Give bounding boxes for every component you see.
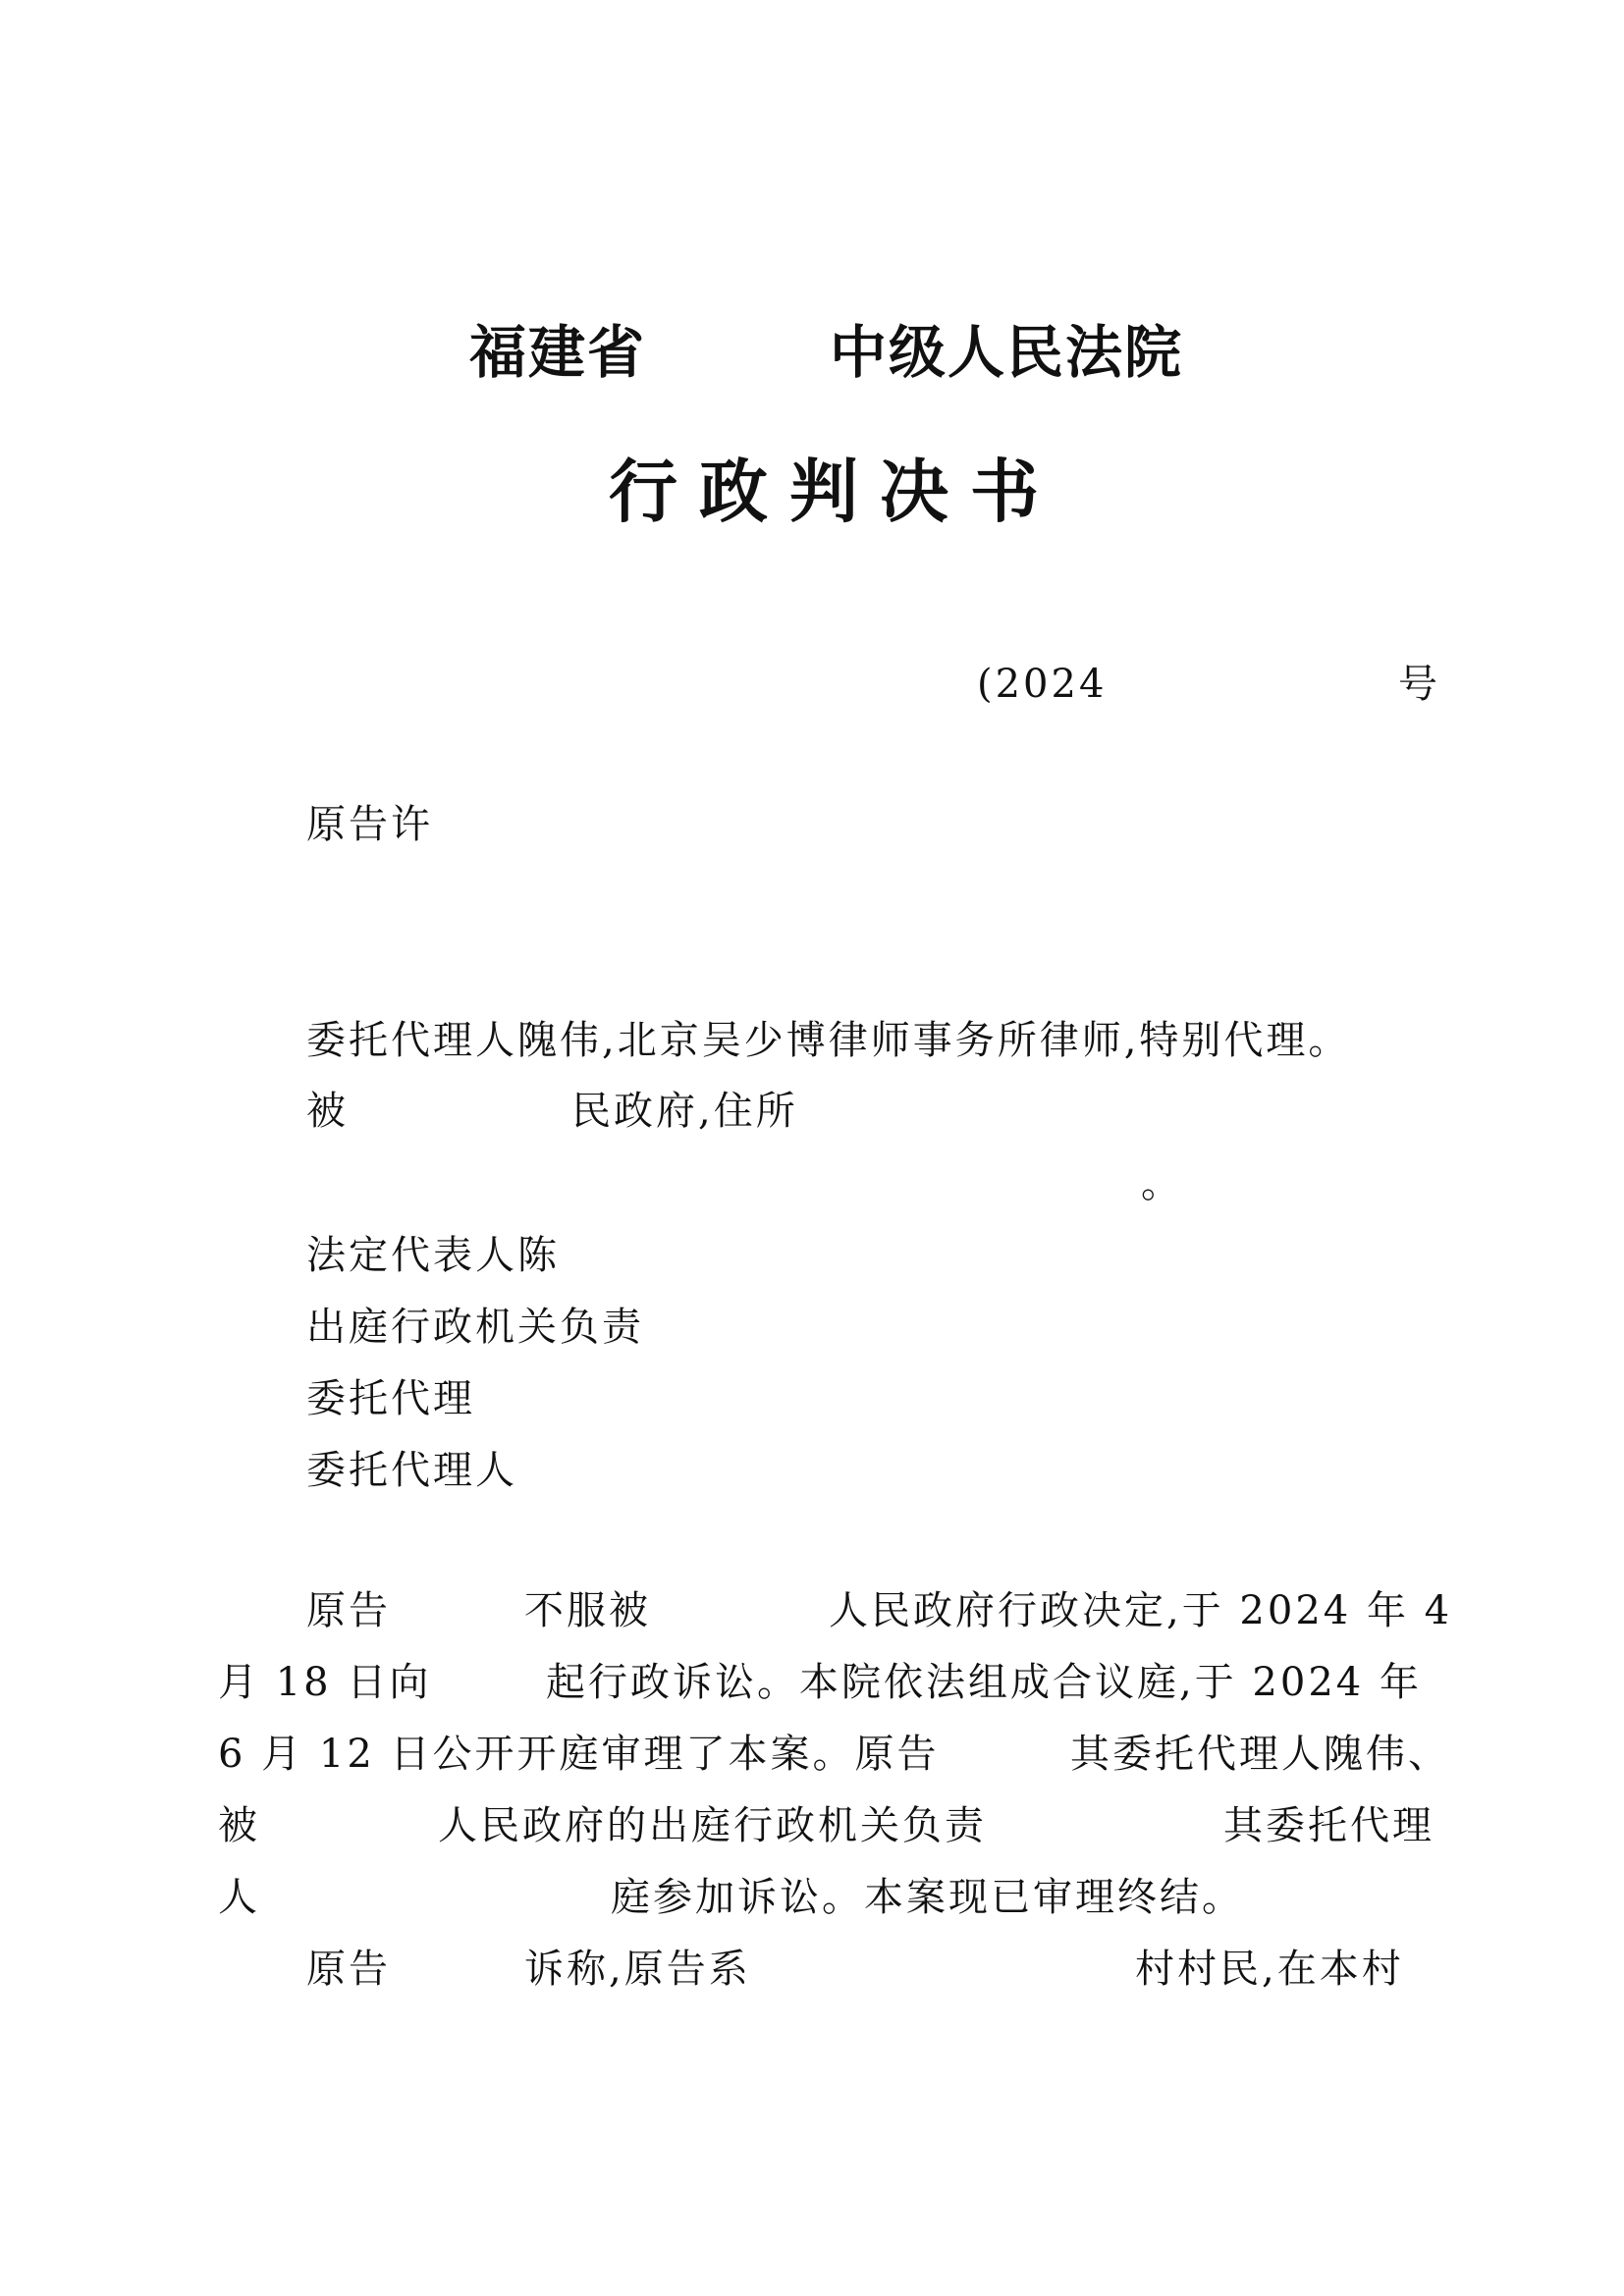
case-number-suffix: 号 bbox=[1398, 662, 1440, 707]
para2-line1-c: 村村民,在本村 bbox=[1135, 1947, 1404, 1992]
plaintiff-line: 原告许 bbox=[306, 802, 433, 847]
para1-line3-b: 其委托代理人隗伟、 bbox=[1070, 1732, 1450, 1777]
court-name-prefix: 福建省 bbox=[469, 319, 647, 386]
court-name: 中级人民法院 bbox=[830, 319, 1184, 386]
para1-line1-b: 不服被 bbox=[524, 1588, 651, 1633]
defendant-agent-line-1: 委托代理 bbox=[306, 1376, 475, 1421]
para1-line4-a: 被 bbox=[218, 1803, 260, 1848]
document-title: 行政判决书 bbox=[609, 451, 1060, 532]
para1-line4-c: 其委托代理 bbox=[1223, 1803, 1435, 1848]
address-end: 。 bbox=[1141, 1161, 1183, 1206]
defendant-line: 民政府,住所 bbox=[571, 1089, 798, 1134]
para1-line4-b: 人民政府的出庭行政机关负责 bbox=[438, 1803, 987, 1848]
para1-line2-a: 月 18 日向 bbox=[218, 1660, 432, 1705]
defendant-agent-line-2: 委托代理人 bbox=[306, 1448, 517, 1493]
legal-representative-line: 法定代表人陈 bbox=[306, 1233, 560, 1278]
appearing-official-line: 出庭行政机关负责 bbox=[306, 1305, 644, 1350]
para2-line1-b: 诉称,原告系 bbox=[524, 1947, 751, 1992]
para1-line1-c: 人民政府行政决定,于 2024 年 4 bbox=[829, 1588, 1453, 1633]
case-number-year: (2024 bbox=[977, 662, 1108, 707]
para1-line5-b: 庭参加诉讼。本案现已审理终结。 bbox=[611, 1875, 1244, 1920]
para1-line1-a: 原告 bbox=[306, 1588, 391, 1633]
defendant-label: 被 bbox=[306, 1089, 349, 1134]
para1-line2-b: 起行政诉讼。本院依法组成合议庭,于 2024 年 bbox=[546, 1660, 1422, 1705]
plaintiff-agent-line: 委托代理人隗伟,北京吴少博律师事务所律师,特别代理。 bbox=[306, 1018, 1351, 1063]
para1-line5-a: 人 bbox=[218, 1875, 260, 1920]
para2-line1-a: 原告 bbox=[306, 1947, 391, 1992]
para1-line3-a: 6 月 12 日公开开庭审理了本案。原告 bbox=[218, 1732, 940, 1777]
